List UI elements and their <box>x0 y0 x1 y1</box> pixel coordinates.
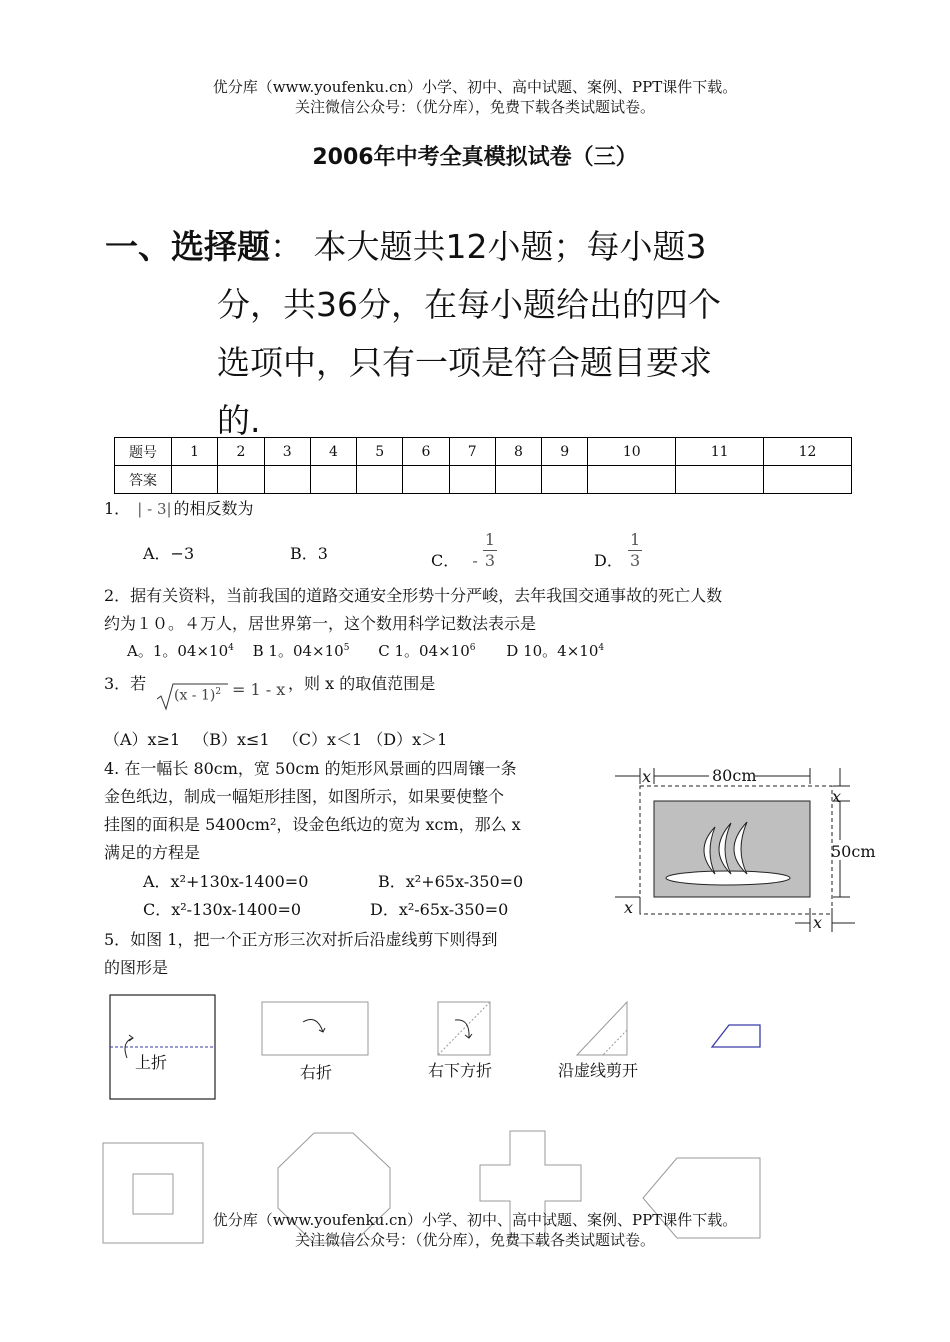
fig-width-label: 80cm <box>712 766 757 785</box>
q1-c-fraction <box>483 530 497 571</box>
table-cell: 5 <box>357 438 403 466</box>
q4-line-2: 金色纸边，制成一幅矩形挂图，如图所示，如果要使整个 <box>104 787 505 806</box>
answer-cell[interactable] <box>403 466 449 494</box>
answer-cell[interactable] <box>449 466 495 494</box>
section-colon: ： <box>270 227 303 266</box>
table-cell: 11 <box>676 438 764 466</box>
table-cell: 9 <box>542 438 588 466</box>
q4-option-d[interactable]: D．x²-65x-350=0 <box>370 900 509 919</box>
table-row-numbers <box>115 438 852 466</box>
table-cell: 8 <box>495 438 541 466</box>
table-header-cell: 题号 <box>115 438 172 466</box>
q2-option-b[interactable] <box>253 642 350 660</box>
answer-cell[interactable] <box>310 466 356 494</box>
q2-a-exp: 4 <box>228 643 234 653</box>
footer-line-2: 关注微信公众号：（优分库），免费下载各类试题试卷。 <box>294 1231 655 1249</box>
section-label: 一、选择题 <box>105 227 270 266</box>
q1-c-sign: - <box>472 551 478 570</box>
q2-line-1: 2．据有关资料，当前我国的道路交通安全形势十分严峻，去年我国交通事故的死亡人数 <box>104 586 723 605</box>
answer-cell[interactable] <box>676 466 764 494</box>
answer-cell[interactable] <box>495 466 541 494</box>
q4-line-3: 挂图的面积是 5400cm²，设金色纸边的宽为 xcm，那么 x <box>104 815 521 834</box>
q4-option-c[interactable]: C．x²-130x-1400=0 <box>143 900 302 919</box>
footer-line-1: 优分库（www.youfenku.cn）小学、初中、高中试题、案例、PPT课件下载。 <box>212 1211 738 1229</box>
header-line-1: 优分库（www.youfenku.cn）小学、初中、高中试题、案例、PPT课件下载。 <box>212 78 738 96</box>
folded-rect <box>262 1002 368 1055</box>
section-line-4: 的. <box>217 401 261 440</box>
q1-option-d[interactable] <box>594 530 642 571</box>
section-line-1: 本大题共12小题；每小题3 <box>313 227 707 266</box>
fig-x-label: x <box>813 913 823 932</box>
q2-option-d[interactable] <box>506 642 604 660</box>
q1-option-c[interactable] <box>431 530 497 571</box>
section-line-3: 选项中，只有一项是符合题目要求 <box>217 343 712 382</box>
q3-rhs: = 1 - x <box>232 680 286 699</box>
q2-b-text: B 1。04×10 <box>252 642 344 660</box>
q1-c-numerator: 1 <box>484 530 496 549</box>
q3-options[interactable]: （A）x≥1 （B）x≤1 （C）x＜1 （D）x＞1 <box>104 730 448 749</box>
header-line-2: 关注微信公众号：（优分库），免费下载各类试题试卷。 <box>294 98 655 116</box>
table-cell: 7 <box>449 438 495 466</box>
fold-arrow-down-right <box>455 1020 469 1038</box>
q1-d-fraction <box>628 530 642 571</box>
table-cell: 2 <box>218 438 264 466</box>
answer-cell[interactable] <box>764 466 852 494</box>
q1-text: 的相反数为 <box>173 499 254 518</box>
q2-option-c[interactable] <box>378 642 475 660</box>
answer-cell[interactable] <box>357 466 403 494</box>
q2-c-text: C 1。04×10 <box>378 642 470 660</box>
q4-option-b[interactable]: B．x²+65x-350=0 <box>378 872 524 891</box>
answer-table <box>114 437 852 494</box>
q3-suffix: ，则 x 的取值范围是 <box>288 674 436 693</box>
q1-abs-expr: | - 3| <box>137 500 172 518</box>
caption-up-fold: 上折 <box>135 1053 168 1072</box>
q2-options <box>127 640 604 661</box>
fig-height-label: 50cm <box>831 842 876 861</box>
q2-line-2: 约为１０。４万人，居世界第一，这个数用科学记数法表示是 <box>104 614 537 633</box>
answer-cell[interactable] <box>542 466 588 494</box>
table-cell: 12 <box>764 438 852 466</box>
q3-radicand-text: (x - 1) <box>174 687 216 704</box>
caption-cut: 沿虚线剪开 <box>558 1061 639 1080</box>
q2-d-text: D 10。4×10 <box>506 642 599 660</box>
q3-radicand-exp: 2 <box>215 687 222 697</box>
table-cell: 4 <box>310 438 356 466</box>
fig-x-label: x <box>642 767 652 786</box>
table-cell: 6 <box>403 438 449 466</box>
q3-radicand <box>174 687 221 704</box>
q4-option-a[interactable]: A．x²+130x-1400=0 <box>143 872 309 891</box>
q1-option-b[interactable]: B．3 <box>290 544 328 563</box>
q5-fold-figure <box>105 990 775 1105</box>
q2-d-exp: 4 <box>598 643 605 653</box>
table-cell: 1 <box>172 438 218 466</box>
q4-line-4: 满足的方程是 <box>104 843 201 862</box>
answer-cell[interactable] <box>588 466 676 494</box>
q1-number: 1． <box>104 499 131 518</box>
answer-cell[interactable] <box>264 466 310 494</box>
q5-line-2: 的图形是 <box>104 958 169 977</box>
fig-x-label: x <box>832 787 842 806</box>
q2-option-a[interactable] <box>127 642 234 660</box>
table-header-cell: 答案 <box>115 466 172 494</box>
table-cell: 3 <box>264 438 310 466</box>
page-title: 2006年中考全真模拟试卷（三） <box>312 145 638 170</box>
q5-line-1: 5．如图 1，把一个正方形三次对折后沿虚线剪下则得到 <box>104 930 498 949</box>
q1-c-denominator: 3 <box>484 551 496 570</box>
section-heading <box>105 218 865 450</box>
q1-option-a[interactable]: A．−3 <box>143 544 195 563</box>
q1-d-denominator: 3 <box>629 551 641 570</box>
caption-down-right-fold: 右下方折 <box>428 1061 493 1080</box>
q1-d-label: D． <box>594 551 623 570</box>
q2-c-exp: 6 <box>469 643 476 653</box>
q2-a-text: A。1。04×10 <box>127 642 229 660</box>
q3-prefix: 3．若 <box>104 674 147 693</box>
section-line-2: 分，共36分，在每小题给出的四个 <box>217 285 721 324</box>
q4-line-1: 4. 在一幅长 80cm，宽 50cm 的矩形风景画的四周镶一条 <box>104 759 517 778</box>
folded-triangle <box>577 1002 627 1055</box>
question-1 <box>104 495 254 523</box>
q2-b-exp: 5 <box>343 643 350 653</box>
table-cell: 10 <box>588 438 676 466</box>
q1-d-numerator: 1 <box>629 530 641 549</box>
answer-cell[interactable] <box>172 466 218 494</box>
fig-x-label: x <box>624 898 634 917</box>
answer-cell[interactable] <box>218 466 264 494</box>
boat-hull <box>666 871 790 885</box>
cut-line <box>603 1030 627 1055</box>
table-row-answers <box>115 466 852 494</box>
q1-c-label: C． <box>431 551 460 570</box>
caption-right-fold: 右折 <box>300 1063 333 1082</box>
cut-piece <box>712 1025 760 1047</box>
